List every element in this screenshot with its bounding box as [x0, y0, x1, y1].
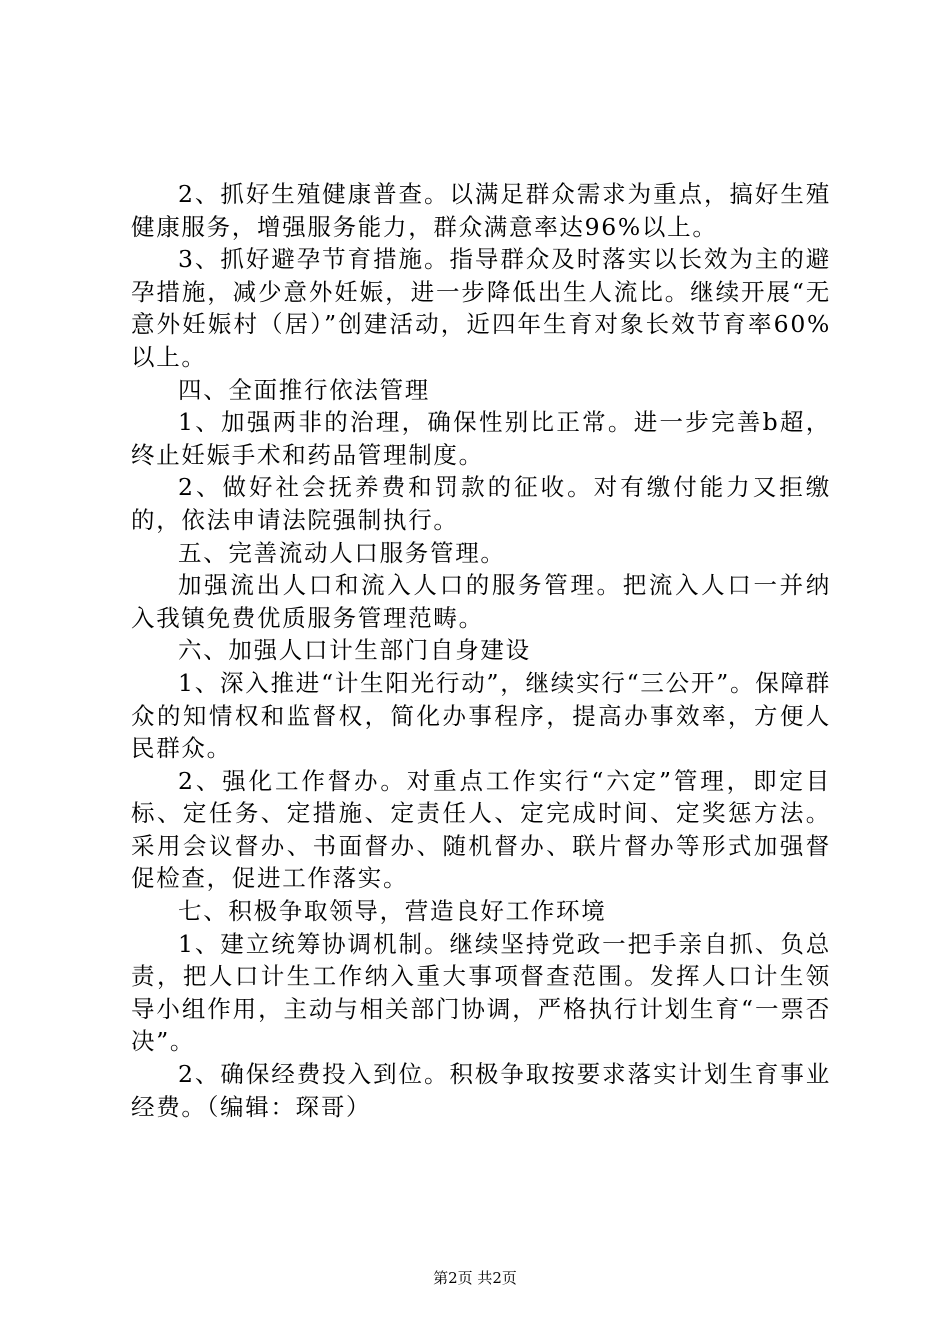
paragraph-social-fees: 2、做好社会抚养费和罚款的征收。对有缴付能力又拒缴的，依法申请法院强制执行。: [131, 473, 831, 534]
paragraph-contraception: 3、抓好避孕节育措施。指导群众及时落实以长效为主的避孕措施，减少意外妊娠，进一步降低出生人流比。继续开展“无意外妊娠村（居）”创建活动，近四年生育对象长效节育率60%以上。: [131, 245, 831, 371]
paragraph-gender-ratio: 1、加强两非的治理，确保性别比正常。进一步完善b超，终止妊娠手术和药品管理制度。: [131, 408, 831, 469]
paragraph-reproductive-health: 2、抓好生殖健康普查。以满足群众需求为重点，搞好生殖健康服务，增强服务能力，群众满意率达96%以上。: [131, 180, 831, 241]
paragraph-supervision: 2、强化工作督办。对重点工作实行“六定”管理，即定目标、定任务、定措施、定责任人、定完成时间、定奖惩方法。采用会议督办、书面督办、随机督办、联片督办等形式加强督促检查，促进工作落实。: [131, 766, 831, 893]
paragraph-floating-population: 加强流出人口和流入人口的服务管理。把流入人口一并纳入我镇免费优质服务管理范畴。: [131, 571, 831, 632]
document-body: [131, 178, 831, 1123]
section-heading-4: 四、全面推行依法管理: [178, 375, 430, 404]
page-number-footer: [0, 1268, 950, 1288]
paragraph-coordination: 1、建立统筹协调机制。继续坚持党政一把手亲自抓、负总责，把人口计生工作纳入重大事项督查范围。发挥人口计生领导小组作用，主动与相关部门协调，严格执行计划生育“一票否决”。: [131, 929, 831, 1056]
section-heading-5: 五、完善流动人口服务管理。: [178, 538, 506, 567]
section-heading-7: 七、积极争取领导，营造良好工作环境: [178, 897, 607, 926]
page-number-label: 第2页 共2页: [433, 1269, 517, 1287]
section-heading-6: 六、加强人口计生部门自身建设: [178, 636, 531, 665]
paragraph-funding: 2、确保经费投入到位。积极争取按要求落实计划生育事业经费。（编辑：琛哥）: [131, 1060, 831, 1121]
paragraph-sunshine-action: 1、深入推进“计生阳光行动”，继续实行“三公开”。保障群众的知情权和监督权，简化办事程序，提高办事效率，方便人民群众。: [131, 668, 831, 763]
